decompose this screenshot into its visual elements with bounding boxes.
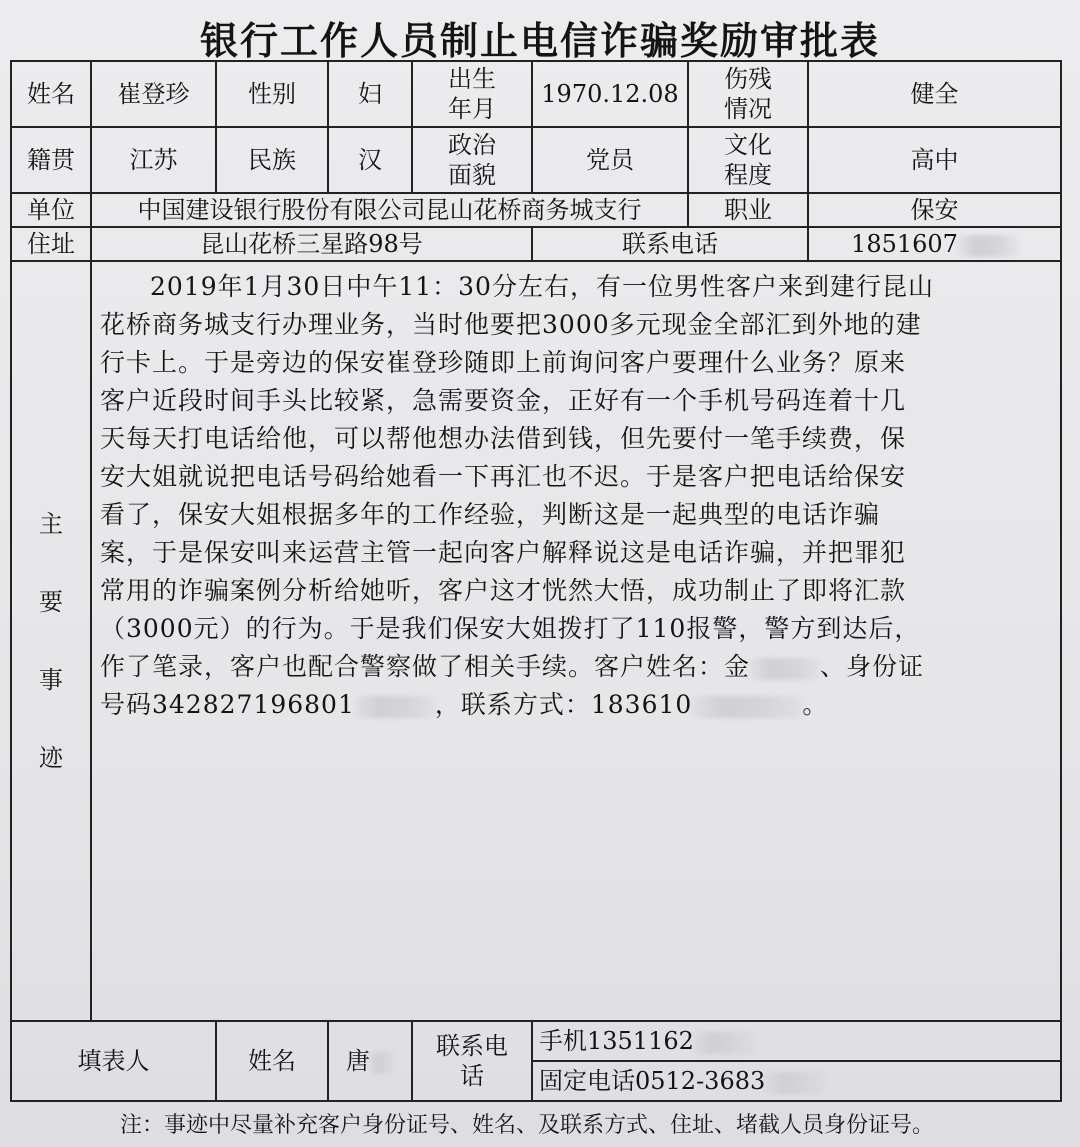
political-value: 党员 (532, 127, 688, 193)
main-deeds-text (91, 261, 1061, 1021)
redacted-customer-phone (692, 696, 802, 718)
filler-contact-label (412, 1021, 532, 1101)
main-deeds-label-char-2: 要 (39, 588, 63, 616)
job-value: 保安 (808, 193, 1061, 227)
redacted-filler-landline (765, 1072, 825, 1094)
address-value: 昆山花桥三星路98号 (91, 227, 532, 261)
form-row-filler (11, 1021, 1061, 1061)
filler-landline-cell (532, 1061, 1061, 1101)
form-row-address (11, 227, 1061, 261)
disability-value: 健全 (808, 61, 1061, 127)
origin-label: 籍贯 (11, 127, 91, 193)
name-value: 崔登珍 (91, 61, 216, 127)
filler-name-value: 唐 (346, 1047, 370, 1075)
narrative-line-10: （3000元）的行为。于是我们保安大姐拨打了110报警，警方到达后， (100, 614, 921, 643)
main-deeds-label-char-1: 主 (39, 510, 63, 538)
gender-label: 性别 (216, 61, 328, 127)
narrative-name-tail: 、身份证 (820, 652, 925, 681)
disability-label-line-2: 情况 (724, 95, 772, 123)
filler-mobile-cell (532, 1021, 1061, 1061)
filler-mobile: 手机1351162 (539, 1027, 694, 1055)
filler-contact-label-line-1: 联系电 (436, 1032, 508, 1060)
phone-value: 1851607 (851, 230, 958, 258)
unit-label: 单位 (11, 193, 91, 227)
filler-name-label: 姓名 (216, 1021, 328, 1101)
political-label (412, 127, 532, 193)
education-label-line-1: 文化 (724, 131, 772, 159)
education-label-line-2: 程度 (724, 161, 772, 189)
gender-value: 妇 (328, 61, 412, 127)
narrative-line-7: 看了，保安大姐根据多年的工作经验，判断这是一起典型的电话诈骗 (100, 500, 881, 529)
filler-name-cell (328, 1021, 412, 1101)
main-deeds-label (11, 261, 91, 1021)
ethnic-value: 汉 (328, 127, 412, 193)
redacted-filler-name (370, 1052, 394, 1074)
redacted-id-number (355, 696, 435, 718)
redacted-phone (958, 235, 1018, 257)
address-label: 住址 (11, 227, 91, 261)
narrative-line-12 (100, 686, 1052, 724)
narrative-line-1: 2019年1月30日中午11：30分左右，有一位男性客户来到建行昆山 (150, 272, 934, 301)
narrative-id-prefix: 号码342827196801 (100, 690, 355, 719)
narrative-line-2: 花桥商务城支行办理业务，当时他要把3000多元现金全部汇到外地的建 (100, 310, 922, 339)
footnote: 注：事迹中尽量补充客户身份证号、姓名、及联系方式、住址、堵截人员身份证号。 (120, 1113, 935, 1138)
narrative-line-3: 行卡上。于是旁边的保安崔登珍随即上前询问客户要理什么业务？原来 (100, 348, 907, 377)
education-value: 高中 (808, 127, 1061, 193)
narrative-line-11-text: 作了笔录，客户也配合警察做了相关手续。客户姓名：金 (100, 652, 751, 681)
political-label-line-2: 面貌 (448, 161, 496, 189)
disability-label (688, 61, 808, 127)
redacted-filler-mobile (694, 1032, 754, 1054)
redacted-customer-name (750, 658, 820, 680)
filler-landline: 固定电话0512-3683 (539, 1067, 766, 1095)
narrative-line-11 (100, 648, 1052, 686)
narrative-line-5: 天每天打电话给他，可以帮他想办法借到钱，但先要付一笔手续费，保 (100, 424, 907, 453)
narrative-line-8: 案，于是保安叫来运营主管一起向客户解释说这是电话诈骗，并把罪犯 (100, 538, 907, 567)
form-row-main-deeds (11, 261, 1061, 1021)
name-label: 姓名 (11, 61, 91, 127)
main-deeds-label-char-3: 事 (39, 666, 63, 694)
birth-label (412, 61, 532, 127)
narrative-contact: ，联系方式：183610 (434, 690, 693, 719)
birth-label-line-2: 年月 (448, 95, 496, 123)
unit-value: 中国建设银行股份有限公司昆山花桥商务城支行 (91, 193, 688, 227)
narrative-line-6: 安大姐就说把电话号码给她看一下再汇也不迟。于是客户把电话给保安 (100, 462, 907, 491)
main-deeds-label-char-4: 迹 (39, 744, 63, 772)
form-row-unit (11, 193, 1061, 227)
narrative-line-9: 常用的诈骗案例分析给她听，客户这才恍然大悟，成功制止了即将汇款 (100, 576, 907, 605)
narrative-line-4: 客户近段时间手头比较紧，急需要资金，正好有一个手机号码连着十几 (100, 386, 907, 415)
form-row-personal-2 (11, 127, 1061, 193)
phone-cell (808, 227, 1061, 261)
education-label (688, 127, 808, 193)
approval-form-table (10, 60, 1062, 1102)
birth-value: 1970.12.08 (532, 61, 688, 127)
filler-label: 填表人 (11, 1021, 216, 1101)
form-row-personal-1 (11, 61, 1061, 127)
phone-label: 联系电话 (532, 227, 808, 261)
filler-contact-label-line-2: 话 (460, 1062, 484, 1090)
ethnic-label: 民族 (216, 127, 328, 193)
birth-label-line-1: 出生 (448, 65, 496, 93)
document-title: 银行工作人员制止电信诈骗奖励审批表 (199, 19, 880, 63)
job-label: 职业 (688, 193, 808, 227)
origin-value: 江苏 (91, 127, 216, 193)
political-label-line-1: 政治 (448, 131, 496, 159)
disability-label-line-1: 伤残 (724, 65, 772, 93)
narrative-end-mark: 。 (802, 690, 829, 719)
